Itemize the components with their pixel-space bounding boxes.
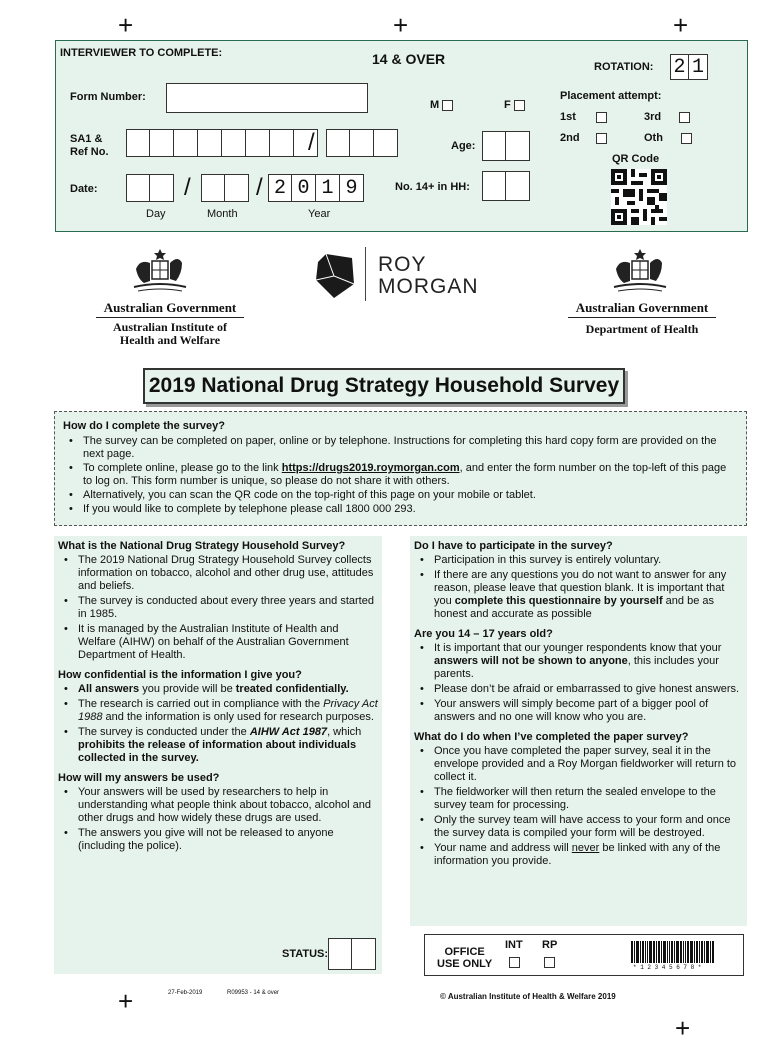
- barcode-text: * 1 2 3 4 5 6 7 8 *: [633, 964, 702, 971]
- right-info-column: [410, 536, 747, 926]
- month-label: Month: [207, 208, 238, 220]
- section-heading: Do I have to participate in the survey?: [414, 540, 613, 552]
- placement-3rd-checkbox[interactable]: [679, 112, 690, 123]
- year-label: Year: [308, 208, 331, 220]
- how-heading: How do I complete the survey?: [63, 420, 225, 432]
- office-use-label: OFFICE USE ONLY: [437, 946, 493, 970]
- barcode-icon: [631, 941, 715, 963]
- date-label: Date:: [70, 183, 98, 195]
- coat-of-arms-icon: [610, 247, 670, 295]
- status-field[interactable]: [328, 938, 376, 970]
- age-group-label: 14 & OVER: [372, 51, 446, 67]
- list-item: • Participation in this survey is entirely voluntary.: [414, 554, 743, 567]
- placement-2nd-checkbox[interactable]: [596, 133, 607, 144]
- office-use-box: [424, 934, 744, 976]
- how-bullet-online: • To complete online, please go to the link https://drugs2019.roymorgan.com, and enter the form number on the top-left of this page to log on. This form number is unique, so please do not share it with others.: [63, 462, 738, 488]
- right-gov-name: Australian Government: [575, 300, 709, 315]
- section-heading: How confidential is the information I give you?: [58, 669, 302, 681]
- roy-morgan-divider: [365, 247, 366, 301]
- list-item: • The 2019 National Drug Strategy Household Survey collects information on tobacco, alcohol and other drug use, attitudes and beliefs.: [58, 554, 378, 593]
- rotation-value: 2 1: [670, 54, 708, 80]
- placement-3rd[interactable]: 3rd: [644, 111, 690, 123]
- list-item: • Your answers will simply become part of a bigger pool of answers and no one will know who you are.: [414, 698, 743, 724]
- list-item: • It is managed by the Australian Institute of Health and Welfare (AIHW) on behalf of the Australian Government Department of Health.: [58, 623, 378, 662]
- ref-no-field[interactable]: [326, 129, 398, 157]
- list-item: • Only the survey team will have access to your form and once the survey data is compiled your form will be destroyed.: [414, 814, 743, 840]
- left-agency-name: Australian Institute of Health and Welfare: [112, 320, 227, 347]
- date-slash-2: /: [256, 174, 263, 201]
- date-year-field[interactable]: 2 0 1 9: [268, 174, 364, 202]
- section-heading: What is the National Drug Strategy Household Survey?: [58, 540, 346, 552]
- placement-label: Placement attempt:: [560, 90, 662, 102]
- sa1-label: SA1 & Ref No.: [70, 133, 109, 158]
- rp-label: RP: [542, 939, 558, 951]
- roy-morgan-wordmark: ROY MORGAN: [378, 253, 479, 298]
- hh-field[interactable]: [482, 171, 530, 201]
- sa1-slash: /: [308, 129, 315, 156]
- list-item: • The survey is conducted under the AIHW Act 1987, which prohibits the release of information about individuals collected in the survey.: [58, 726, 378, 765]
- section-heading: How will my answers be used?: [58, 772, 220, 784]
- interviewer-label: INTERVIEWER TO COMPLETE:: [60, 47, 223, 59]
- date-month-field[interactable]: [201, 174, 249, 202]
- registration-mark: +: [675, 1013, 691, 1043]
- int-label: INT: [505, 939, 523, 951]
- list-item: • Once you have completed the paper survey, seal it in the envelope provided and a Roy Morgan fieldworker will return to collect it.: [414, 745, 743, 784]
- interviewer-box: [55, 40, 748, 232]
- section-heading: Are you 14 – 17 years old?: [414, 628, 553, 640]
- list-item: • Please don’t be afraid or embarrassed to give honest answers.: [414, 683, 743, 696]
- how-bullet: • If you would like to complete by telephone please call 1800 000 293.: [63, 503, 738, 516]
- registration-mark: +: [673, 10, 689, 40]
- right-gov-divider: [568, 317, 716, 318]
- list-item: • All answers you provide will be treated confidentially.: [58, 683, 378, 696]
- list-item: • It is important that our younger respondents know that your answers will not be shown to anyone, this includes your parents.: [414, 642, 743, 681]
- list-item: • The survey is conducted about every three years and started in 1985.: [58, 595, 378, 621]
- section-heading: What do I do when I’ve completed the paper survey?: [414, 731, 689, 743]
- registration-mark: +: [393, 10, 409, 40]
- how-to-complete-box: [54, 411, 747, 526]
- placement-1st[interactable]: 1st: [560, 111, 607, 123]
- sex-f-option[interactable]: F: [504, 99, 525, 111]
- list-item: • The research is carried out in compliance with the Privacy Act 1988 and the information is only used for research purposes.: [58, 698, 378, 724]
- qr-code-icon[interactable]: [611, 169, 667, 225]
- list-item: • The answers you give will not be released to anyone (including the police).: [58, 827, 378, 853]
- placement-2nd[interactable]: 2nd: [560, 132, 607, 144]
- form-number-field[interactable]: [166, 83, 368, 113]
- status-label: STATUS:: [282, 948, 329, 960]
- list-item: • Your answers will be used by researchers to help in understanding what people think about tobacco, alcohol and other drugs and how widely these drugs are used.: [58, 786, 378, 825]
- placement-oth-checkbox[interactable]: [681, 133, 692, 144]
- registration-mark: +: [118, 10, 134, 40]
- coat-of-arms-icon: [130, 247, 190, 295]
- page-title: 2019 National Drug Strategy Household Survey: [143, 368, 625, 404]
- age-field[interactable]: [482, 131, 530, 161]
- list-item: • The fieldworker will then return the sealed envelope to the survey team for processing.: [414, 786, 743, 812]
- rp-checkbox[interactable]: [544, 957, 555, 968]
- survey-link[interactable]: https://drugs2019.roymorgan.com: [281, 462, 460, 474]
- rotation-label: ROTATION:: [594, 61, 654, 73]
- left-gov-name: Australian Government: [103, 300, 237, 315]
- list-item: • If there are any questions you do not want to answer for any reason, please leave that question blank. It is important that you complete this questionnaire by yourself and be as honest and accurate as possible: [414, 569, 743, 621]
- sa1-ref-field[interactable]: [126, 129, 318, 157]
- sex-f-checkbox[interactable]: [514, 100, 525, 111]
- list-item: • Your name and address will never be linked with any of the information you provide.: [414, 842, 743, 868]
- sex-m-checkbox[interactable]: [442, 100, 453, 111]
- placement-oth[interactable]: Oth: [644, 132, 692, 144]
- age-label: Age:: [451, 140, 476, 152]
- day-label: Day: [146, 208, 166, 220]
- form-number-label: Form Number:: [70, 91, 146, 103]
- right-agency-name: Department of Health: [585, 322, 699, 336]
- left-gov-divider: [96, 317, 244, 318]
- hh-label: No. 14+ in HH:: [395, 181, 470, 193]
- footer-date: 27-Feb-2019: [168, 990, 203, 996]
- date-slash-1: /: [184, 174, 191, 201]
- date-day-field[interactable]: [126, 174, 174, 202]
- sex-m-option[interactable]: M: [430, 99, 453, 111]
- registration-mark: +: [118, 986, 134, 1016]
- how-bullet: • Alternatively, you can scan the QR code on the top-right of this page on your mobile or tablet.: [63, 489, 738, 502]
- qr-code-label: QR Code: [612, 153, 660, 165]
- footer-copyright: © Australian Institute of Health & Welfare 2019: [440, 992, 616, 1001]
- roy-morgan-logo-icon: [312, 250, 358, 300]
- left-info-column: [54, 536, 382, 974]
- int-checkbox[interactable]: [509, 957, 520, 968]
- placement-1st-checkbox[interactable]: [596, 112, 607, 123]
- how-bullet: • The survey can be completed on paper, online or by telephone. Instructions for completing this hard copy form are provided on the next page.: [63, 435, 738, 461]
- footer-code: R09953 - 14 & over: [227, 990, 280, 996]
